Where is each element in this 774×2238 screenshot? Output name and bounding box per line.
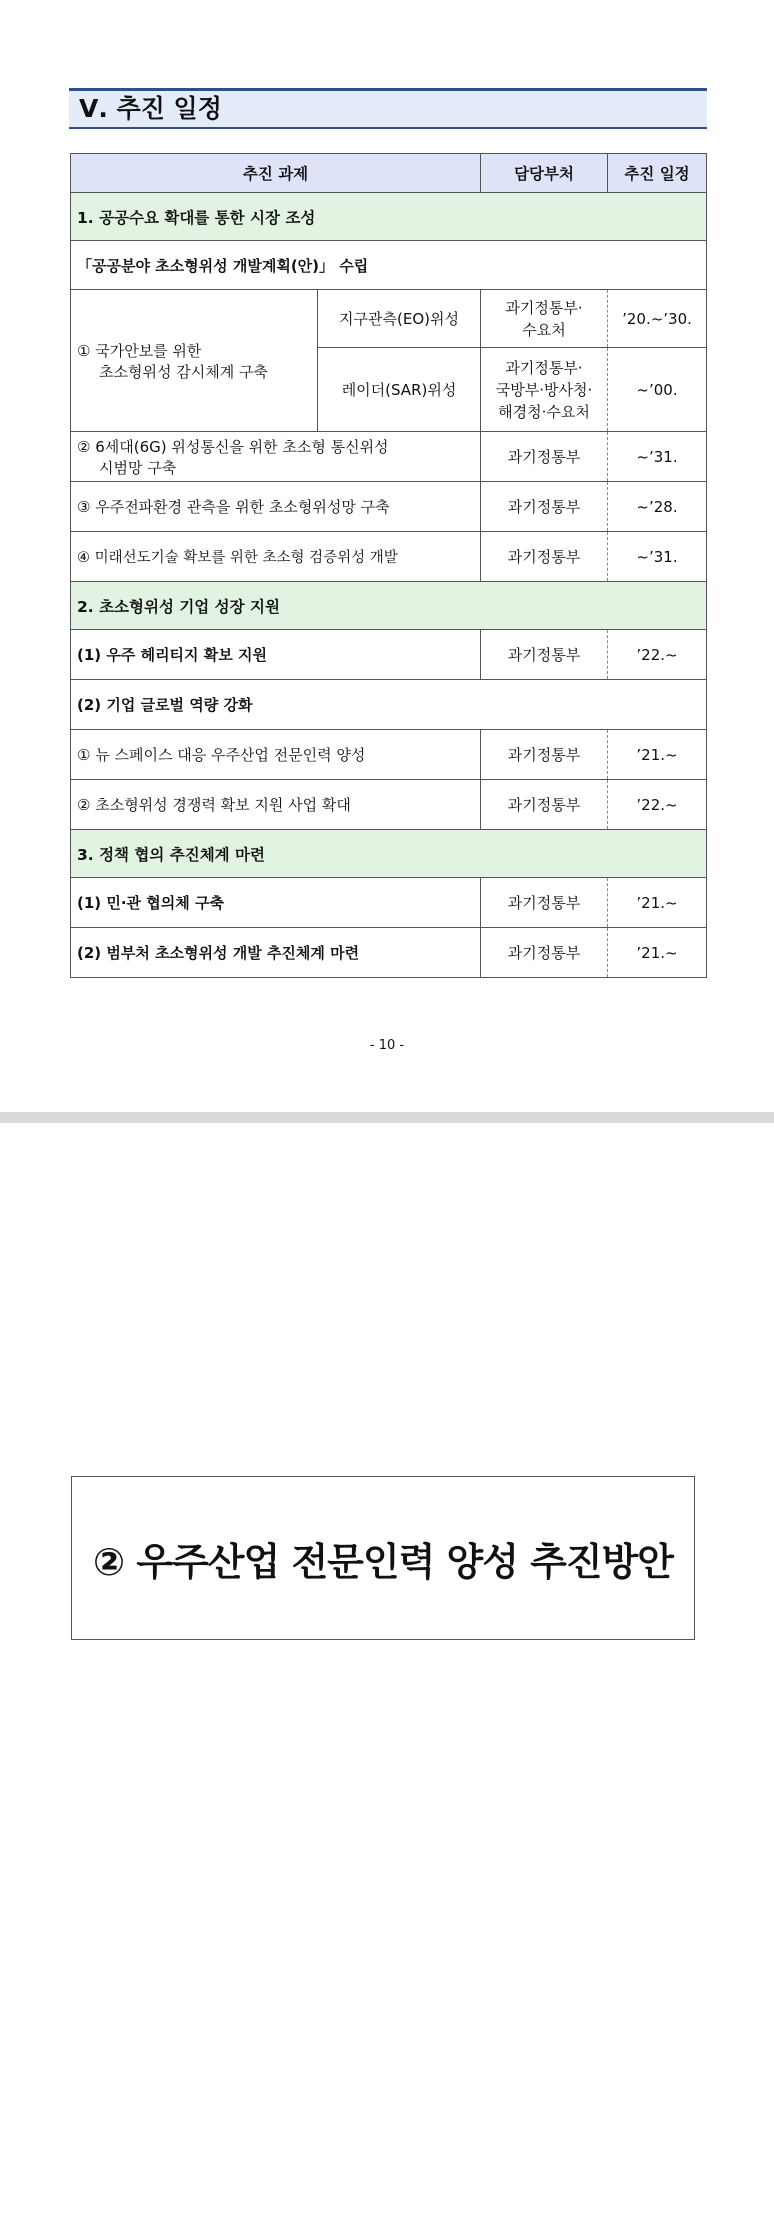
dept-line: 과기정통부· bbox=[505, 298, 583, 317]
header-task: 추진 과제 bbox=[71, 154, 481, 193]
table-row bbox=[71, 532, 707, 582]
schedule-cell: ~’31. bbox=[608, 532, 707, 582]
schedule-cell: ’20.~’30. bbox=[608, 290, 707, 348]
dept-cell bbox=[481, 290, 608, 348]
dept-line: 해경청·수요처 bbox=[498, 402, 590, 421]
dept-cell: 과기정통부 bbox=[481, 432, 608, 482]
header-schedule: 추진 일정 bbox=[608, 154, 707, 193]
table-row bbox=[71, 780, 707, 830]
section-label: 3. 정책 협의 추진체계 마련 bbox=[71, 830, 707, 878]
schedule-cell: ’22.~ bbox=[608, 630, 707, 680]
section-label: 2. 초소형위성 기업 성장 지원 bbox=[71, 582, 707, 630]
subtask-cell: 지구관측(EO)위성 bbox=[318, 290, 481, 348]
task-cell: ③ 우주전파환경 관측을 위한 초소형위성망 구축 bbox=[71, 482, 481, 532]
task-line: 시범망 구축 bbox=[99, 458, 177, 477]
section-row-2 bbox=[71, 582, 707, 630]
schedule-cell: ’21.~ bbox=[608, 730, 707, 780]
schedule-cell: ’21.~ bbox=[608, 928, 707, 978]
table-row bbox=[71, 432, 707, 482]
task-line: ① 국가안보를 위한 bbox=[77, 341, 202, 360]
dept-cell: 과기정통부 bbox=[481, 780, 608, 830]
task-cell: ① 뉴 스페이스 대응 우주산업 전문인력 양성 bbox=[71, 730, 481, 780]
dept-cell: 과기정통부 bbox=[481, 878, 608, 928]
schedule-cell: ~’00. bbox=[608, 348, 707, 432]
table-row bbox=[71, 730, 707, 780]
dept-line: 국방부·방사청· bbox=[495, 380, 593, 399]
dept-cell: 과기정통부 bbox=[481, 482, 608, 532]
schedule-cell: ’21.~ bbox=[608, 878, 707, 928]
page-number: - 10 - bbox=[369, 1038, 405, 1053]
plan-title: 「공공분야 초소형위성 개발계획(안)」 수립 bbox=[71, 241, 707, 290]
task-cell: (2) 기업 글로벌 역량 강화 bbox=[71, 680, 707, 730]
dept-line: 과기정통부· bbox=[505, 358, 583, 377]
document-page-10 bbox=[0, 0, 774, 1112]
schedule-table bbox=[70, 153, 707, 978]
document-page-11 bbox=[0, 1123, 774, 2238]
table-header-row bbox=[71, 154, 707, 193]
page-divider bbox=[0, 1112, 774, 1123]
table-row bbox=[71, 290, 707, 348]
task-cell: ④ 미래선도기술 확보를 위한 초소형 검증위성 개발 bbox=[71, 532, 481, 582]
task-cell: (1) 민·관 협의체 구축 bbox=[71, 878, 481, 928]
task-cell bbox=[71, 432, 481, 482]
schedule-cell: ’22.~ bbox=[608, 780, 707, 830]
chapter-title-box bbox=[71, 1476, 695, 1640]
table-row bbox=[71, 482, 707, 532]
task-cell: ② 초소형위성 경쟁력 확보 지원 사업 확대 bbox=[71, 780, 481, 830]
schedule-cell: ~’31. bbox=[608, 432, 707, 482]
header-dept: 담당부처 bbox=[481, 154, 608, 193]
table-row bbox=[71, 928, 707, 978]
dept-cell: 과기정통부 bbox=[481, 630, 608, 680]
table-row bbox=[71, 630, 707, 680]
subtask-cell: 레이더(SAR)위성 bbox=[318, 348, 481, 432]
section-row-3 bbox=[71, 830, 707, 878]
task-line: 초소형위성 감시체계 구축 bbox=[99, 362, 268, 381]
table-row bbox=[71, 241, 707, 290]
table-row bbox=[71, 878, 707, 928]
dept-cell: 과기정통부 bbox=[481, 730, 608, 780]
task-cell bbox=[71, 290, 318, 432]
task-cell: (2) 범부처 초소형위성 개발 추진체계 마련 bbox=[71, 928, 481, 978]
chapter-title: ② 우주산업 전문인력 양성 추진방안 bbox=[92, 1539, 673, 1584]
section-label: 1. 공공수요 확대를 통한 시장 조성 bbox=[71, 193, 707, 241]
dept-cell bbox=[481, 348, 608, 432]
section-row-1 bbox=[71, 193, 707, 241]
schedule-cell: ~’28. bbox=[608, 482, 707, 532]
dept-line: 수요처 bbox=[522, 320, 566, 339]
dept-cell: 과기정통부 bbox=[481, 532, 608, 582]
task-line: ② 6세대(6G) 위성통신을 위한 초소형 통신위성 bbox=[77, 437, 389, 456]
task-cell: (1) 우주 헤리티지 확보 지원 bbox=[71, 630, 481, 680]
section-title: Ⅴ. 추진 일정 bbox=[69, 88, 707, 129]
table-row bbox=[71, 680, 707, 730]
dept-cell: 과기정통부 bbox=[481, 928, 608, 978]
